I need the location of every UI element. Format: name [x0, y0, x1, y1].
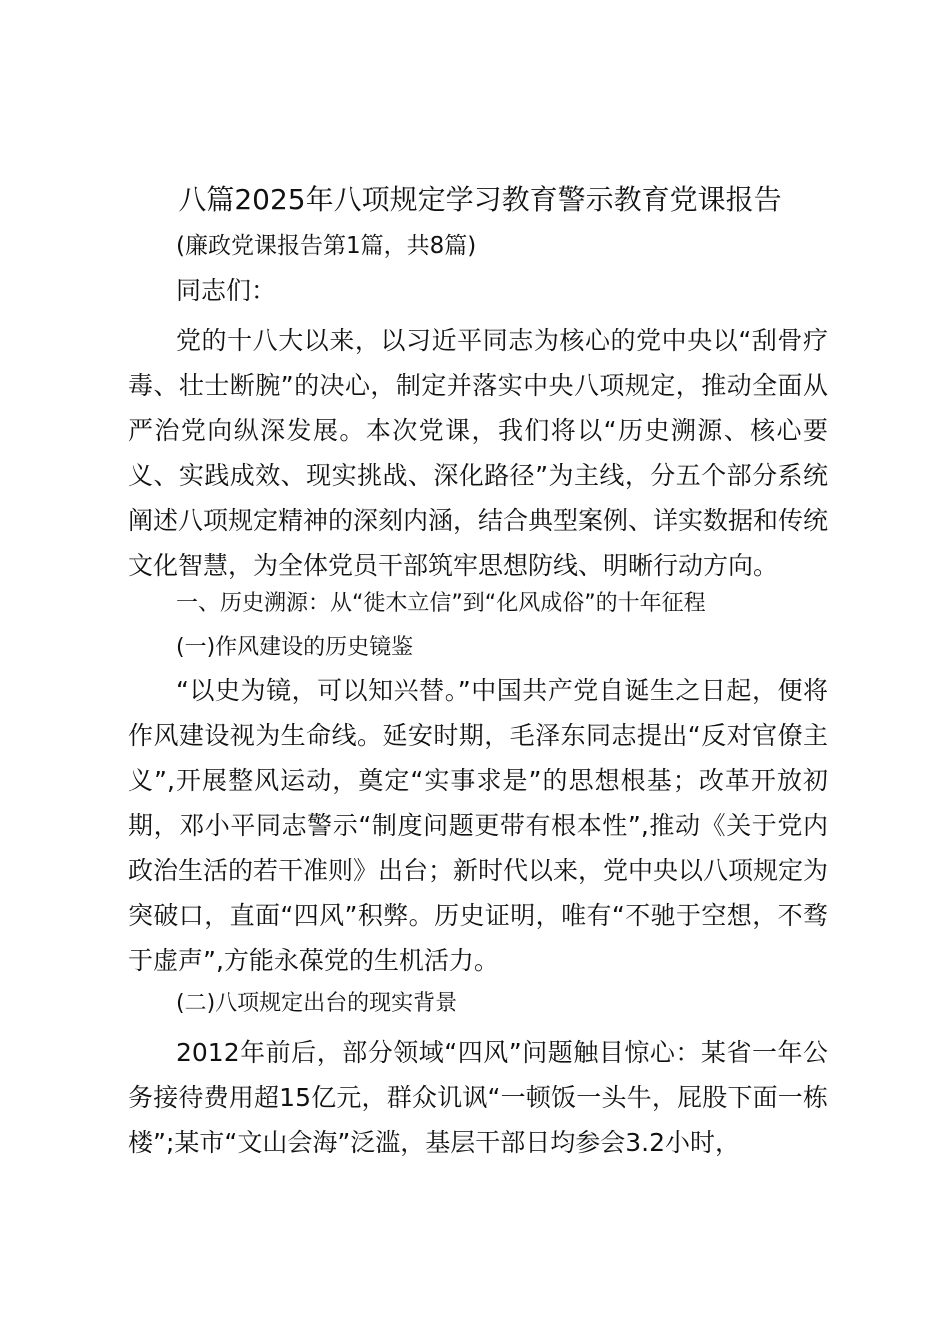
document-title: 八篇2025年八项规定学习教育警示教育党课报告 — [178, 183, 782, 216]
subsection-heading: (二)八项规定出台的现实背景 — [176, 991, 458, 1016]
greeting: 同志们： — [176, 276, 277, 305]
body-paragraph: 2012年前后，部分领域“四风”问题触目惊心：某省一年公务接待费用超15亿元，群众讥讽“一顿饭一头牛，屁股下面一栋楼”;某市“文山会海”泛滥，基层干部日均参会3.2小时， — [128, 1038, 828, 1157]
section-heading: 一、历史溯源：从“徙木立信”到“化风成俗”的十年征程 — [176, 591, 706, 616]
document-subtitle: (廉政党课报告第1篇，共8篇) — [176, 233, 477, 259]
body-paragraph: “以史为镜，可以知兴替。”中国共产党自诞生之日起，便将作风建设视为生命线。延安时期，毛泽东同志提出“反对官僚主义”,开展整风运动，奠定“实事求是”的思想根基；改革开放初期，邓小平同志警示“制度问题更带有根本性”,推动《关于党内政治生活的若干准则》出台；新时代以来，党中央以八项规定为突破口，直面“四风”积弊。历史证明，唯有“不驰于空想，不骛于虚声”,方能永葆党的生机活力。 — [128, 676, 829, 975]
subsection-heading: (一)作风建设的历史镜鉴 — [176, 635, 414, 660]
intro-paragraph: 党的十八大以来，以习近平同志为核心的党中央以“刮骨疗毒、壮士断腕”的决心，制定并落实中央八项规定，推动全面从严治党向纵深发展。本次党课，我们将以“历史溯源、核心要义、实践成效、现实挑战、深化路径”为主线，分五个部分系统阐述八项规定精神的深刻内涵，结合典型案例、详实数据和传统文化智慧，为全体党员干部筑牢思想防线、明晰行动方向。 — [128, 326, 829, 580]
